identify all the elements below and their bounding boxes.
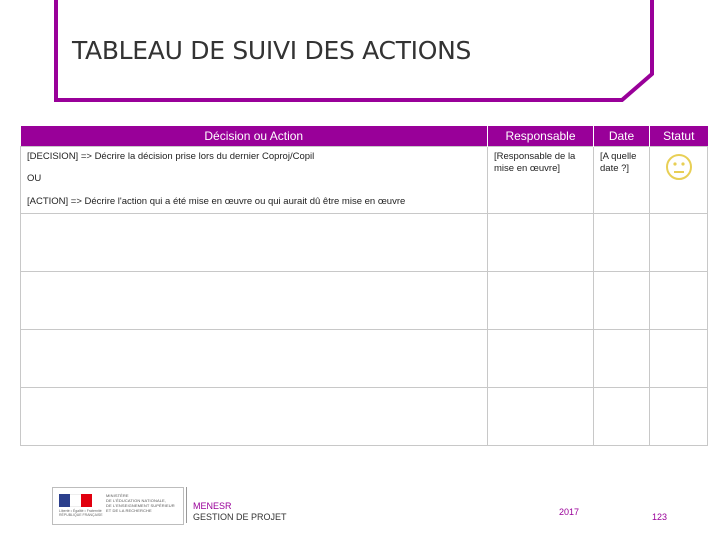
statut-cell[interactable]	[650, 330, 708, 388]
footer-divider	[186, 487, 187, 523]
date-text: [A quelle date ?]	[600, 151, 637, 175]
statut-cell[interactable]	[650, 272, 708, 330]
table-row	[21, 272, 708, 330]
republic-text: Liberté • Égalité • Fraternité RÉPUBLIQUE FRANÇAISE	[59, 509, 103, 518]
project-name: GESTION DE PROJET	[193, 512, 287, 522]
table-row	[21, 214, 708, 272]
ministry-text: MINISTÈRE DE L'ÉDUCATION NATIONALE, DE L'ENSEIGNEMENT SUPÉRIEUR ET DE LA RECHERCHE	[106, 493, 175, 513]
action-table	[20, 126, 708, 446]
footer-year: 2017	[559, 507, 580, 517]
neutral-face-icon[interactable]	[665, 153, 693, 181]
responsable-cell[interactable]	[488, 147, 594, 214]
table-row	[21, 388, 708, 446]
statut-cell[interactable]	[650, 214, 708, 272]
decision-cell[interactable]	[21, 214, 488, 272]
responsable-text: [Responsable de la mise en œuvre]	[494, 151, 576, 175]
table-row	[21, 330, 708, 388]
statut-cell[interactable]	[650, 147, 708, 214]
or-text: OU	[27, 173, 42, 185]
decision-cell[interactable]	[21, 147, 488, 214]
org-name: MENESR	[193, 501, 232, 511]
table-row	[21, 147, 708, 214]
decision-text: [DECISION] => Décrire la décision prise lors du dernier Coproj/Copil	[27, 151, 315, 162]
header-responsable: Responsable	[488, 126, 594, 147]
decision-cell[interactable]	[21, 272, 488, 330]
date-cell[interactable]	[594, 330, 650, 388]
date-cell[interactable]	[594, 147, 650, 214]
header-date: Date	[594, 126, 650, 147]
date-cell[interactable]	[594, 272, 650, 330]
page-title: TABLEAU DE SUIVI DES ACTIONS	[72, 36, 472, 65]
page-number: 123	[652, 512, 668, 522]
header-decision: Décision ou Action	[21, 126, 488, 147]
date-cell[interactable]	[594, 388, 650, 446]
decision-cell[interactable]	[21, 330, 488, 388]
action-text: [ACTION] => Décrire l'action qui a été mise en œuvre ou qui aurait dû être mise en œuvre	[27, 195, 406, 207]
decision-cell[interactable]	[21, 388, 488, 446]
date-cell[interactable]	[594, 214, 650, 272]
responsable-cell[interactable]	[488, 388, 594, 446]
flag-icon	[59, 494, 93, 507]
responsable-cell[interactable]	[488, 214, 594, 272]
header-statut: Statut	[650, 126, 708, 147]
responsable-cell[interactable]	[488, 272, 594, 330]
table-header-row	[21, 126, 708, 147]
responsable-cell[interactable]	[488, 330, 594, 388]
statut-cell[interactable]	[650, 388, 708, 446]
ministry-logo	[52, 487, 184, 525]
